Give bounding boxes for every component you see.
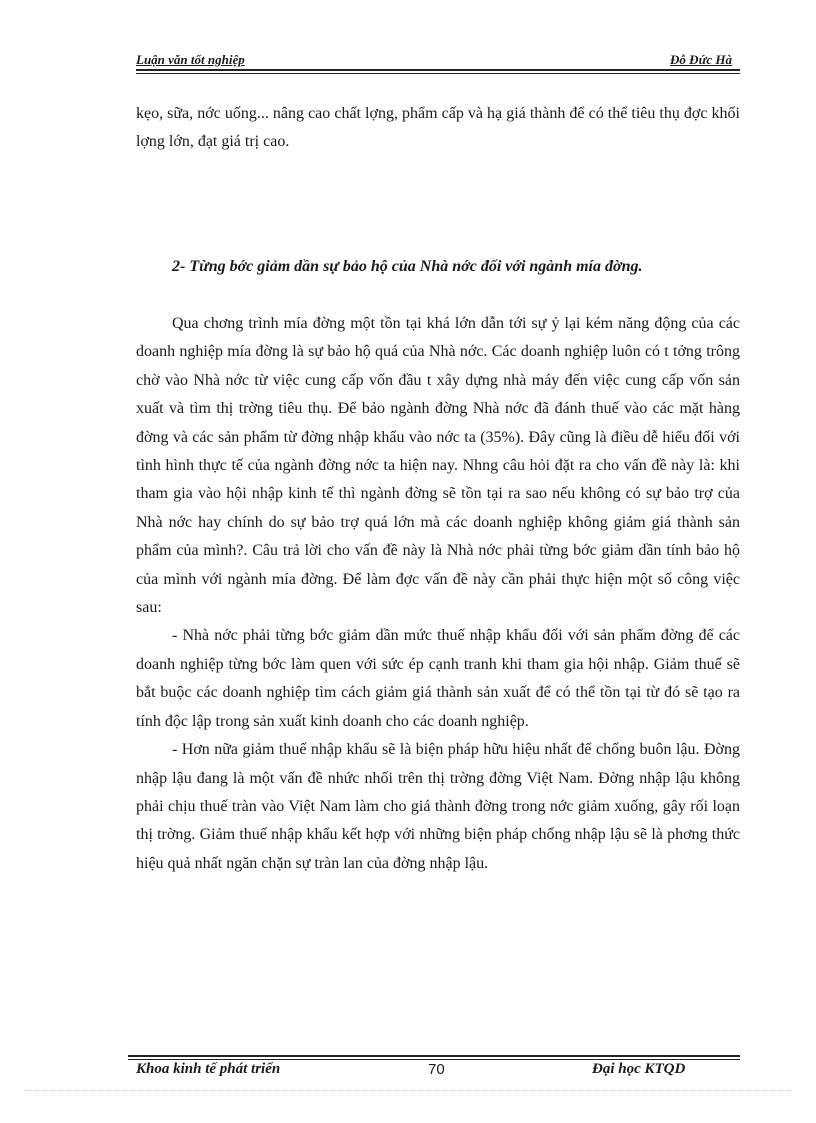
page-number: 70 — [428, 1061, 445, 1078]
section-heading: 2- Từng bớc giảm dần sự bảo hộ của Nhà nớc đối với ngành mía đờng. — [172, 258, 643, 275]
body-paragraph: - Nhà nớc phải từng bớc giảm dần mức thuế nhập khẩu đối với sản phẩm đờng để các doanh nghiệp từng bớc làm quen với sức ép cạnh tranh khi tham gia hội nhập. Giảm thuế sẽ bắt buộc các doanh nghiệp tìm cách giảm giá thành sản xuất để có thể tồn tại từ đó sẽ tạo ra tính độc lập trong sản xuất kinh doanh cho các doanh nghiệp. — [136, 627, 740, 730]
header-thesis-title: Luận văn tốt nghiệp — [136, 52, 245, 67]
page-header — [136, 52, 740, 70]
intro-paragraph: kẹo, sữa, nớc uống... nâng cao chất lợng, phẩm cấp và hạ giá thành để có thể tiêu thụ đợc khối lợng lớn, đạt giá trị cao. — [136, 105, 740, 151]
body-paragraph: - Hơn nữa giảm thuế nhập khẩu sẽ là biện pháp hữu hiệu nhất để chống buôn lậu. Đờng nhập lậu đang là một vấn đề nhức nhối trên thị trờng đờng Việt Nam. Đờng nhập lậu không phải chịu thuế tràn vào Việt Nam làm cho giá thành đờng trong nớc giảm xuống, gây rối loạn thị trờng. Giảm thuế nhập khẩu kết hợp với những biện pháp chống nhập lậu sẽ là phơng thức hiệu quả nhất ngăn chặn sự tràn lan của đờng nhập lậu. — [136, 741, 740, 872]
footer-rule-thin — [128, 1059, 740, 1060]
footer-faculty: Khoa kinh tế phát triển — [136, 1061, 281, 1077]
section-body — [136, 310, 740, 878]
page-footer — [136, 1061, 736, 1081]
page-bottom-dotted-divider — [24, 1090, 792, 1091]
header-rule-thin — [136, 73, 740, 74]
body-paragraph: Qua chơng trình mía đờng một tồn tại khá lớn dẫn tới sự ỷ lại kém năng động của các doanh nghiệp mía đờng là sự bảo hộ quá của Nhà nớc. Các doanh nghiệp luôn có t tởng trông chờ vào Nhà nớc từ việc cung cấp vốn đầu t xây dựng nhà máy đến việc cung cấp vốn sản xuất và tìm thị trờng tiêu thụ. Để bảo ngành đờng Nhà nớc đã đánh thuế vào các mặt hàng đờng và các sản phẩm từ đờng nhập khẩu vào nớc ta (35%). Đây cũng là điều dễ hiểu đối với tình hình thực tế của ngành đờng nớc ta hiện nay. Nhng câu hỏi đặt ra cho vấn đề này là: khi tham gia vào hội nhập kinh tế thì ngành đờng sẽ tồn tại ra sao nếu không có sự bảo trợ của Nhà nớc hay chính do sự bảo trợ quá lớn mà các doanh nghiệp không giảm giá thành sản phẩm của mình?. Câu trả lời cho vấn đề này là Nhà nớc phải từng bớc giảm dần tính bảo hộ của mình với ngành mía đờng. Để làm đợc vấn đề này cần phải thực hiện một số công việc sau: — [136, 315, 740, 617]
header-author-name: Đỗ Đức Hà — [670, 52, 732, 67]
header-rule-thick — [136, 69, 740, 71]
footer-rule-thick — [128, 1055, 740, 1057]
footer-university: Đại học KTQD — [592, 1061, 686, 1077]
